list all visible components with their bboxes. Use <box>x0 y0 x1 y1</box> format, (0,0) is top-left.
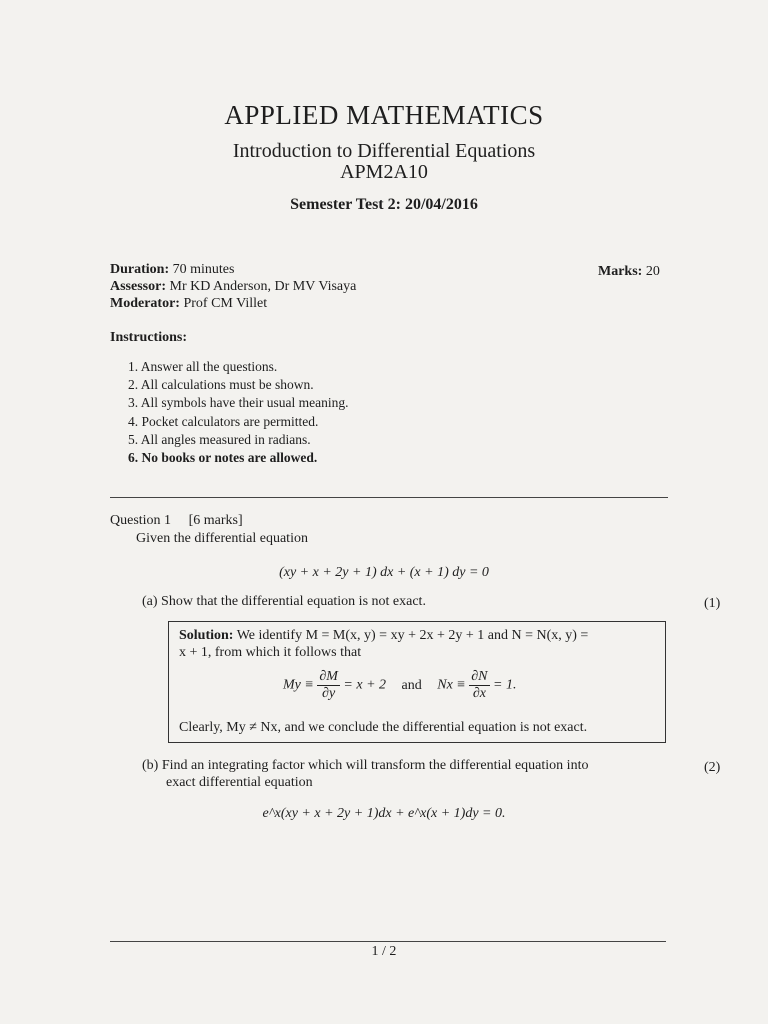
course-title: Introduction to Differential Equations <box>232 140 536 162</box>
page-number: 1 / 2 <box>371 944 397 959</box>
dy-denominator: ∂y <box>322 686 336 701</box>
moderator-value: Prof CM Villet <box>183 296 268 311</box>
part-b-label: (b) <box>142 758 159 773</box>
test-title: Semester Test 2: 20/04/2016 <box>290 196 478 213</box>
instruction-item: 5. All angles measured in radians. <box>128 431 311 447</box>
nx-lhs: Nx ≡ <box>437 677 466 693</box>
instruction-item: 6. No books or notes are allowed. <box>128 450 318 466</box>
part-b-text-2: exact differential equation <box>166 775 313 790</box>
instruction-item: 3. All symbols have their usual meaning. <box>128 395 349 411</box>
question-marks: [6 marks] <box>188 513 243 528</box>
solution-box <box>168 621 666 743</box>
moderator-label: Moderator: <box>110 296 180 311</box>
instruction-item: 1. Answer all the questions. <box>128 359 278 374</box>
exact-equation <box>0 806 768 822</box>
part-a-label: (a) <box>142 594 158 609</box>
solution-text-1: We identify M = M(x, y) = xy + 2x + 2y + 1 and N = N(x, y) = <box>236 628 589 643</box>
equation-text: (xy + x + 2y + 1) dx + (x + 1) dy = 0 <box>279 565 489 580</box>
course-code: APM2A10 <box>340 161 428 183</box>
instructions-heading: Instructions: <box>110 330 188 345</box>
dM-dy-fraction <box>317 669 340 702</box>
and-word: and <box>401 677 422 693</box>
part-b <box>142 758 588 774</box>
marks-label: Marks: <box>598 264 643 279</box>
part-a-text: Show that the differential equation is not exact. <box>161 594 426 609</box>
dM-numerator: ∂M <box>319 669 338 684</box>
duration-value: 70 minutes <box>172 262 235 277</box>
duration-label: Duration: <box>110 262 170 277</box>
question-number: Question 1 <box>110 513 172 528</box>
solution-conclusion: Clearly, My ≠ Nx, and we conclude the differential equation is not exact. <box>179 720 588 735</box>
page-title: APPLIED MATHEMATICS <box>224 100 544 130</box>
assessor-label: Assessor: <box>110 279 166 294</box>
my-lhs: My ≡ <box>283 677 314 693</box>
section-divider <box>110 497 668 498</box>
instructions-list <box>128 358 348 467</box>
part-a <box>142 594 426 610</box>
instruction-item: 4. Pocket calculators are permitted. <box>128 413 319 429</box>
instruction-item: 2. All calculations must be shown. <box>128 377 314 393</box>
duration-row <box>110 262 234 278</box>
footer-divider <box>110 941 666 942</box>
dN-numerator: ∂N <box>471 669 488 684</box>
question-intro: Given the differential equation <box>136 531 308 546</box>
partial-derivatives <box>283 669 516 702</box>
solution-label: Solution: <box>179 628 234 643</box>
assessor-row <box>110 279 356 295</box>
differential-equation <box>0 565 768 581</box>
exact-equation-text: e^x(xy + x + 2y + 1)dx + e^x(x + 1)dy = 0. <box>262 806 506 821</box>
part-a-marks: (1) <box>704 596 721 611</box>
nx-rhs: = 1. <box>493 677 517 693</box>
solution-line-2: x + 1, from which it follows that <box>179 645 362 660</box>
question-heading <box>110 513 243 529</box>
solution-line-1 <box>179 628 588 644</box>
assessor-value: Mr KD Anderson, Dr MV Visaya <box>169 279 357 294</box>
dx-denominator: ∂x <box>472 686 486 701</box>
marks-row <box>598 264 660 280</box>
moderator-row <box>110 296 267 312</box>
part-b-text-1: Find an integrating factor which will transform the differential equation into <box>161 758 589 773</box>
marks-value: 20 <box>645 264 660 279</box>
part-b-marks: (2) <box>704 760 721 775</box>
my-rhs: = x + 2 <box>343 677 387 693</box>
dN-dx-fraction <box>469 669 489 702</box>
